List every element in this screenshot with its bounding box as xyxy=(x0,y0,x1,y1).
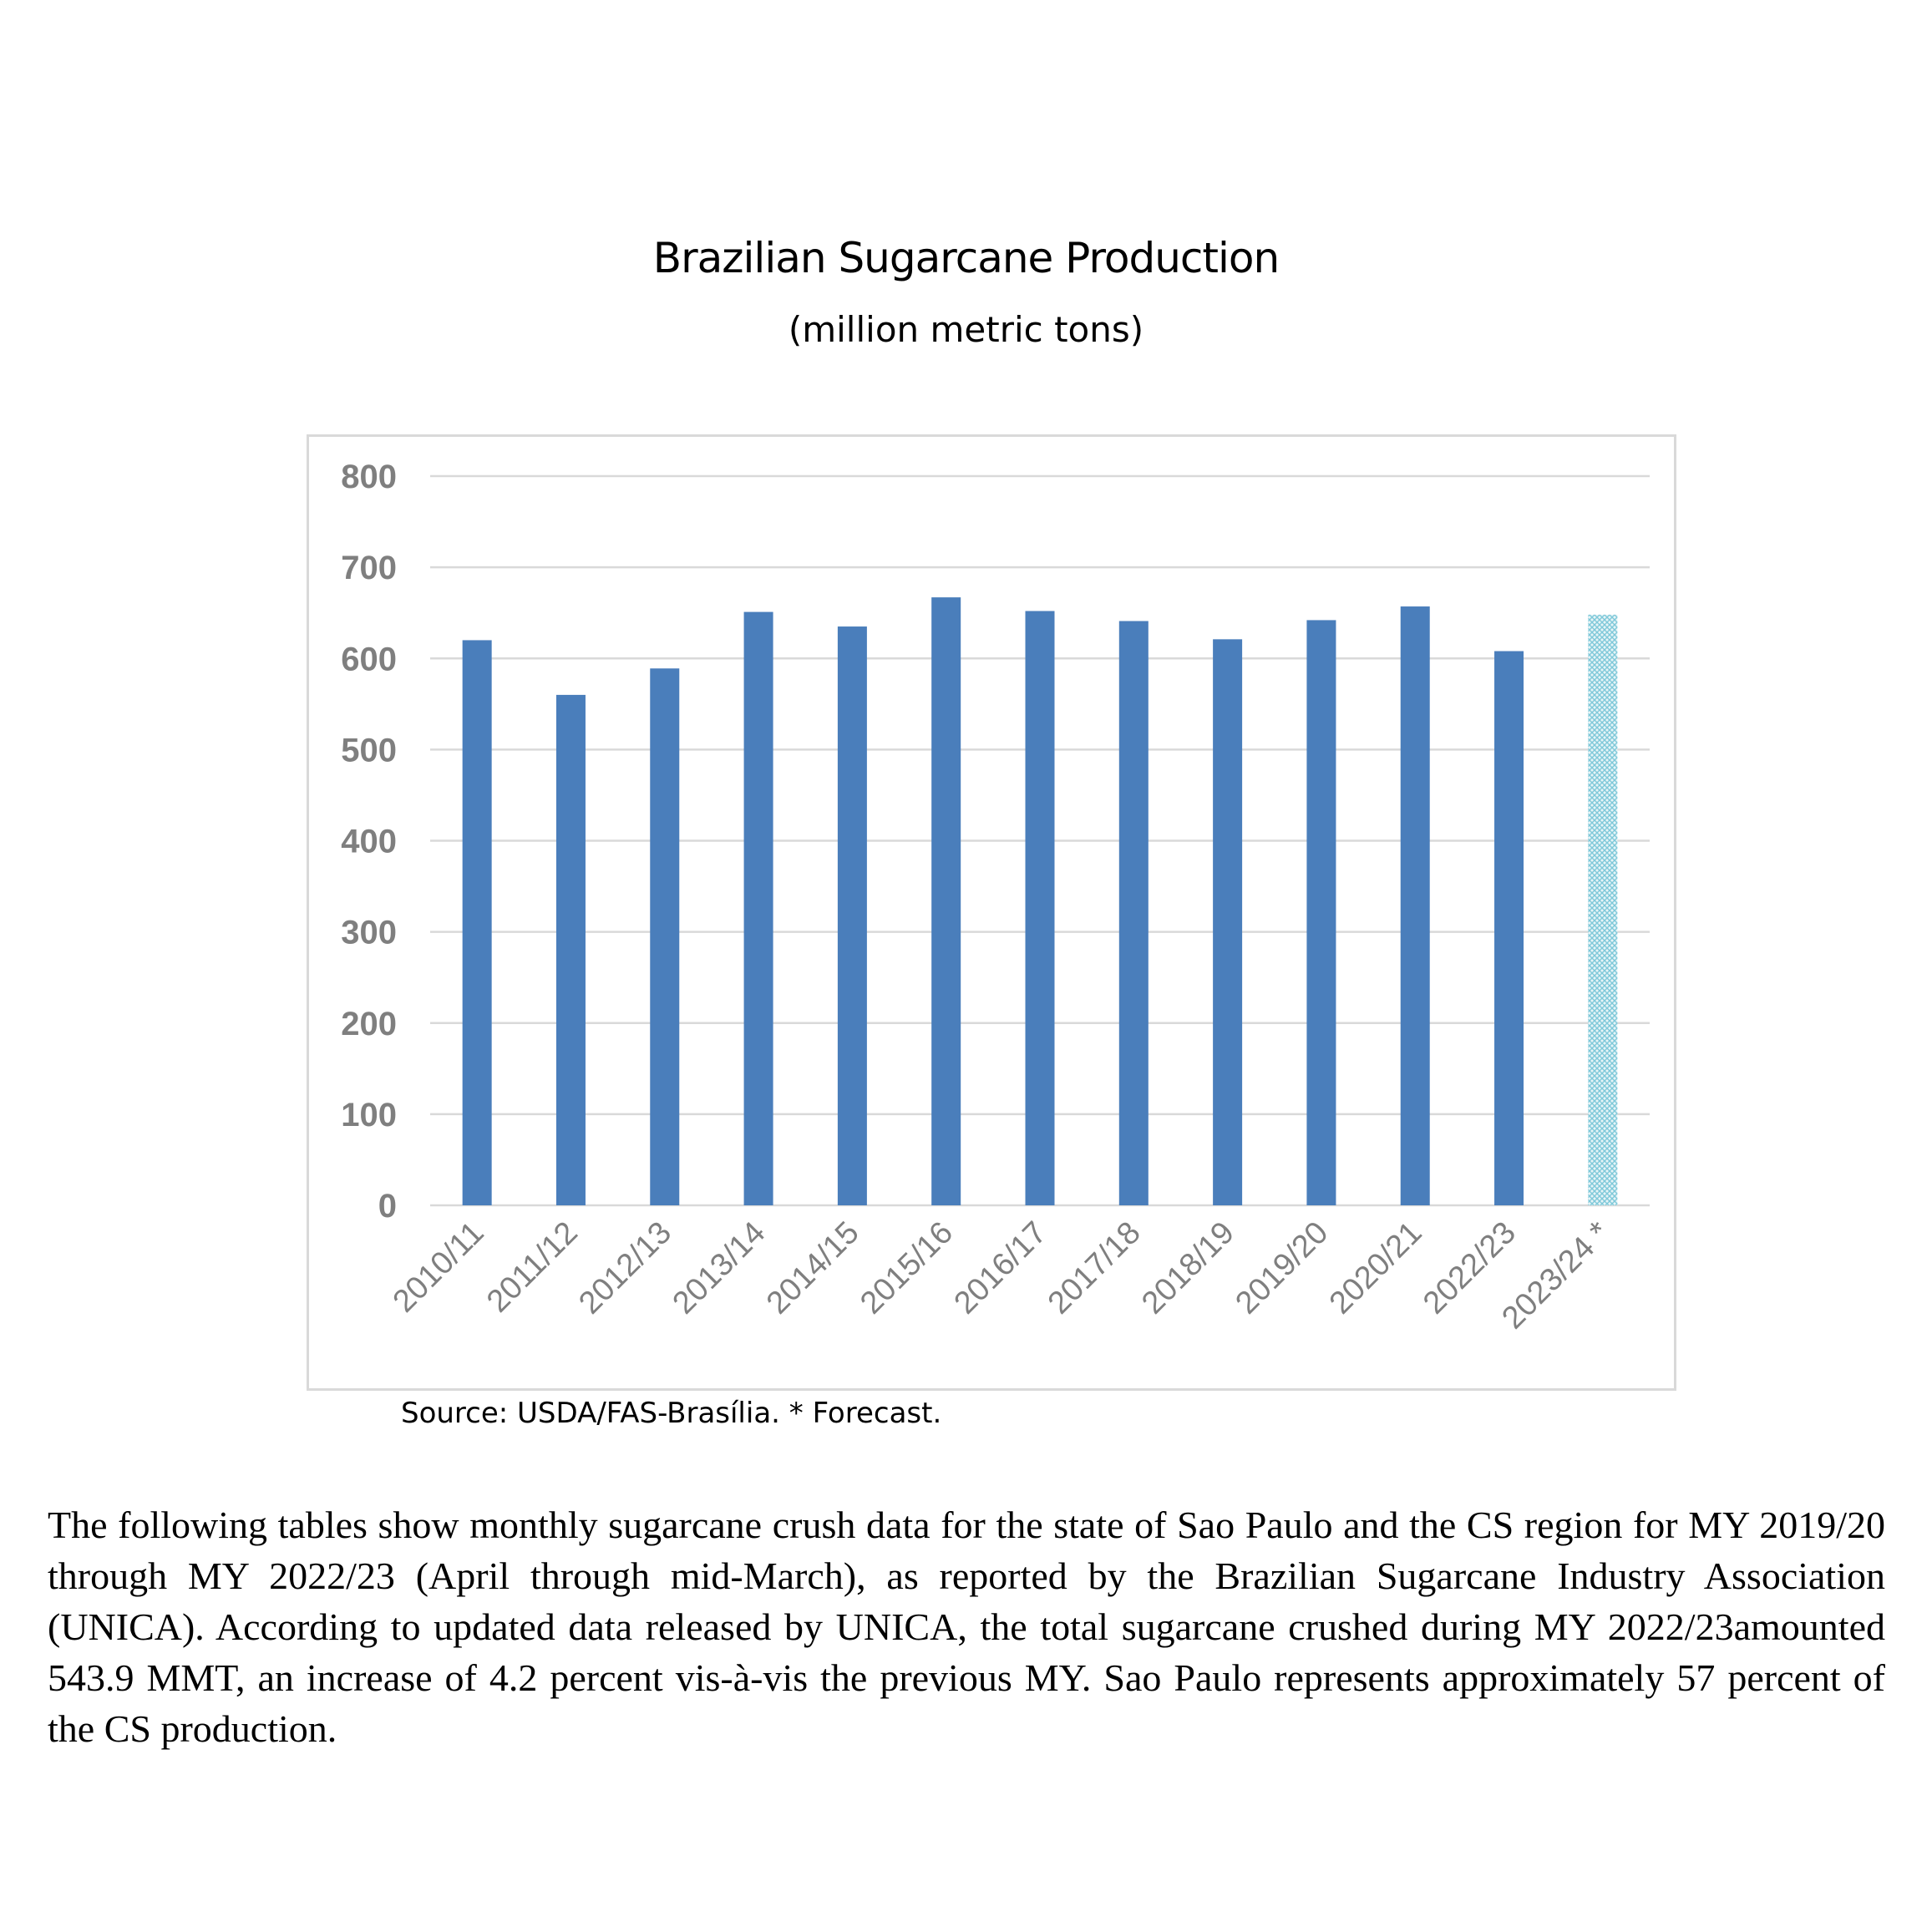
x-tick-label: 2011/12 xyxy=(479,1215,585,1320)
bar xyxy=(1401,606,1430,1205)
y-tick-label: 0 xyxy=(378,1188,397,1225)
bar xyxy=(650,668,679,1205)
x-tick-label: 2013/14 xyxy=(666,1215,773,1321)
x-tick-label: 2010/11 xyxy=(386,1215,491,1320)
bar-chart xyxy=(309,437,1674,1388)
x-tick-label: 2019/20 xyxy=(1229,1215,1336,1321)
x-tick-label: 2016/17 xyxy=(947,1215,1054,1321)
y-tick-label: 200 xyxy=(341,1005,397,1042)
x-tick-label: 2012/13 xyxy=(572,1215,679,1321)
body-paragraph: The following tables show monthly sugarcane crush data for the state of Sao Paulo and the CS region for MY 2019/20 through MY 2022/23 (April through mid-March), as reported by the Brazilian Sugarcane Industry Association (UNICA). According to updated data released by UNICA, the total sugarcane crushed during MY 2022/23amounted 543.9 MMT, an increase of 4.2 percent vis-à-vis the previous MY. Sao Paulo represents approximately 57 percent of the CS production. xyxy=(48,1504,1885,1750)
y-tick-label: 800 xyxy=(341,459,397,495)
bar xyxy=(838,626,867,1205)
bar xyxy=(1026,611,1055,1205)
source-note: Source: USDA/FAS-Brasília. * Forecast. xyxy=(401,1397,942,1430)
bar xyxy=(744,612,773,1205)
bar-forecast xyxy=(1588,615,1617,1205)
y-tick-label: 100 xyxy=(341,1096,397,1133)
chart-title: Brazilian Sugarcane Production xyxy=(652,234,1280,282)
x-tick-label: 2015/16 xyxy=(854,1215,961,1321)
x-tick-label: 2018/19 xyxy=(1135,1215,1241,1321)
chart-subtitle: (million metric tons) xyxy=(788,309,1144,350)
bar xyxy=(1306,620,1336,1205)
x-tick-label: 2023/24 * xyxy=(1495,1215,1617,1336)
y-tick-label: 600 xyxy=(341,641,397,678)
y-tick-label: 400 xyxy=(341,823,397,860)
y-tick-label: 300 xyxy=(341,914,397,951)
bar xyxy=(931,597,961,1205)
y-tick-label: 500 xyxy=(341,732,397,769)
y-tick-label: 700 xyxy=(341,550,397,587)
x-tick-label: 2014/15 xyxy=(759,1215,866,1321)
x-tick-label: 2020/21 xyxy=(1322,1215,1429,1321)
bar xyxy=(1213,639,1242,1205)
chart-area xyxy=(307,434,1676,1391)
bar xyxy=(556,695,586,1205)
x-tick-label: 2017/18 xyxy=(1041,1215,1148,1321)
bar xyxy=(1119,621,1149,1205)
bar xyxy=(1494,652,1524,1205)
bar xyxy=(463,640,492,1205)
x-tick-label: 2022/23 xyxy=(1417,1215,1523,1321)
